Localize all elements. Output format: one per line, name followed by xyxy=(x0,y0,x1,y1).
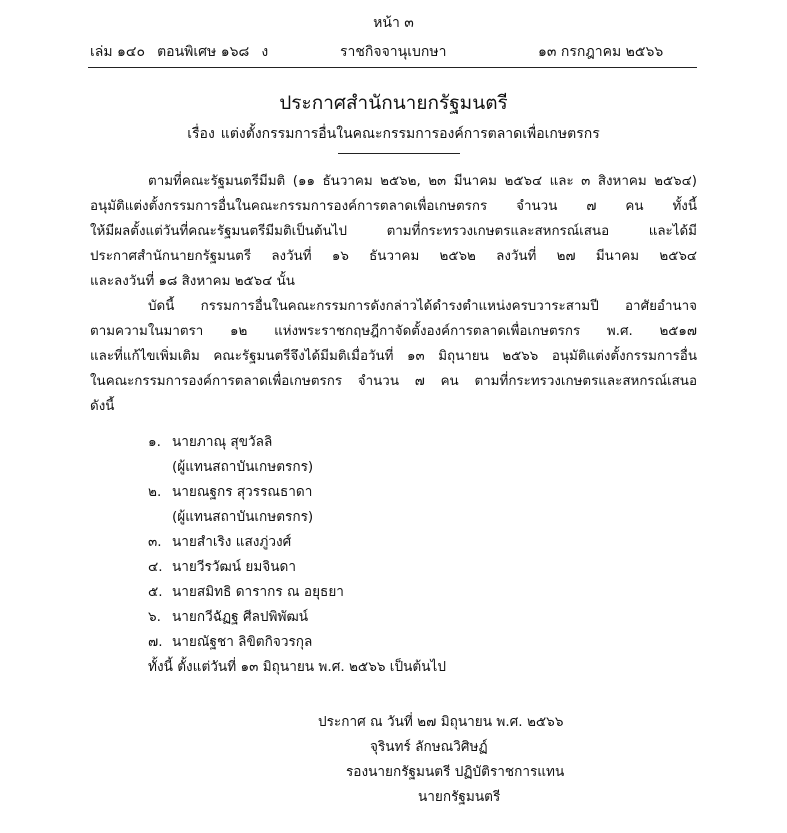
list-number: ๗. xyxy=(148,634,163,650)
list-number: ๓. xyxy=(148,534,162,550)
list-item xyxy=(148,432,272,452)
list-item xyxy=(148,632,312,652)
member-name: นายกวีฉัฏฐ ศีลปพิพัฒน์ xyxy=(172,609,309,625)
page-number: หน้า ๓ xyxy=(373,15,414,31)
signatory-office: นายกรัฐมนตรี xyxy=(418,789,501,805)
member-name: นายภาณุ สุขวัลลิ xyxy=(172,434,273,450)
subject-label: เรื่อง xyxy=(187,126,215,142)
list-number: ๒. xyxy=(148,484,162,500)
member-note: (ผู้แทนสถาบันเกษตรกร) xyxy=(172,509,314,525)
member-name: นายสำเริง แสงภู่วงศ์ xyxy=(172,534,292,550)
member-note: (ผู้แทนสถาบันเกษตรกร) xyxy=(172,459,314,475)
list-number: ๔. xyxy=(148,559,163,575)
volume: เล่ม ๑๔๐ xyxy=(90,44,146,60)
member-name: นายณัฐชา ลิขิตกิจวรกุล xyxy=(172,634,313,650)
list-item xyxy=(148,582,344,602)
effective-date-statement: ทั้งนี้ ตั้งแต่วันที่ ๑๓ มิถุนายน พ.ศ. ๒๕๖๖ เป็นต้นไป xyxy=(148,659,446,675)
member-name: นายวีรวัฒน์ ยมจินดา xyxy=(172,559,296,575)
paragraph-line: ตามที่คณะรัฐมนตรีมีมติ (๑๑ ธันวาคม ๒๕๖๒, ๒๓ มีนาคม ๒๕๖๔ และ ๓ สิงหาคม ๒๕๖๔) xyxy=(148,174,697,189)
paragraph-line: ประกาศสำนักนายกรัฐมนตรี ลงวันที่ ๑๖ ธันวาคม ๒๕๖๒ ลงวันที่ ๒๗ มีนาคม ๒๕๖๔ xyxy=(90,249,697,264)
list-number: ๕. xyxy=(148,584,163,600)
list-number: ๖. xyxy=(148,609,161,625)
header-divider xyxy=(88,67,697,68)
signatory-name: จุรินทร์ ลักษณวิศิษฏ์ xyxy=(370,739,488,755)
section: ง xyxy=(261,44,269,60)
special-issue: ตอนพิเศษ ๑๖๘ xyxy=(157,44,250,60)
list-number: ๑. xyxy=(148,434,161,450)
paragraph-line: และที่แก้ไขเพิ่มเติม คณะรัฐมนตรีจึงได้มีมติเมื่อวันที่ ๑๓ มิถุนายน ๒๕๖๖ อนุมัติแต่งตั้งกรรมการอื่น xyxy=(90,349,697,364)
announcement-date: ประกาศ ณ วันที่ ๒๗ มิถุนายน พ.ศ. ๒๕๖๖ xyxy=(318,714,564,730)
issue-info xyxy=(90,42,268,62)
paragraph-line: ในคณะกรรมการองค์การตลาดเพื่อเกษตรกร จำนวน ๗ คน ตามที่กระทรวงเกษตรและสหกรณ์เสนอ xyxy=(90,374,697,389)
paragraph-line: อนุมัติแต่งตั้งกรรมการอื่นในคณะกรรมการองค์การตลาดเพื่อเกษตรกร จำนวน ๗ คน ทั้งนี้ xyxy=(90,199,697,214)
publication-name: ราชกิจจานุเบกษา xyxy=(340,44,447,60)
list-item xyxy=(148,532,291,552)
member-name: นายณฐกร สุวรรณธาดา xyxy=(172,484,313,500)
document-title: ประกาศสำนักนายกรัฐมนตรี xyxy=(279,92,508,114)
signatory-position: รองนายกรัฐมนตรี ปฏิบัติราชการแทน xyxy=(346,764,565,780)
publication-date: ๑๓ กรกฎาคม ๒๕๖๖ xyxy=(538,44,664,60)
paragraph-line: ดังนี้ xyxy=(90,399,115,414)
member-name: นายสมิทธิ ดารากร ณ อยุธยา xyxy=(172,584,344,600)
list-item xyxy=(148,607,308,627)
paragraph-line: ตามความในมาตรา ๑๒ แห่งพระราชกฤษฎีกาจัดตั้งองค์การตลาดเพื่อเกษตรกร พ.ศ. ๒๕๑๗ xyxy=(90,324,697,339)
title-divider xyxy=(338,153,460,154)
list-item xyxy=(148,557,296,577)
paragraph-line: บัดนี้ กรรมการอื่นในคณะกรรมการดังกล่าวได้ดำรงตำแหน่งครบวาระสามปี อาศัยอำนาจ xyxy=(148,299,697,314)
paragraph-line: ให้มีผลตั้งแต่วันที่คณะรัฐมนตรีมีมติเป็นต้นไป ตามที่กระทรวงเกษตรและสหกรณ์เสนอ และได้มี xyxy=(90,224,697,239)
list-item xyxy=(148,482,312,502)
paragraph-line: และลงวันที่ ๑๘ สิงหาคม ๒๕๖๔ นั้น xyxy=(90,274,295,289)
document-subject xyxy=(0,124,787,144)
subject-text: แต่งตั้งกรรมการอื่นในคณะกรรมการองค์การตลาดเพื่อเกษตรกร xyxy=(220,126,600,142)
